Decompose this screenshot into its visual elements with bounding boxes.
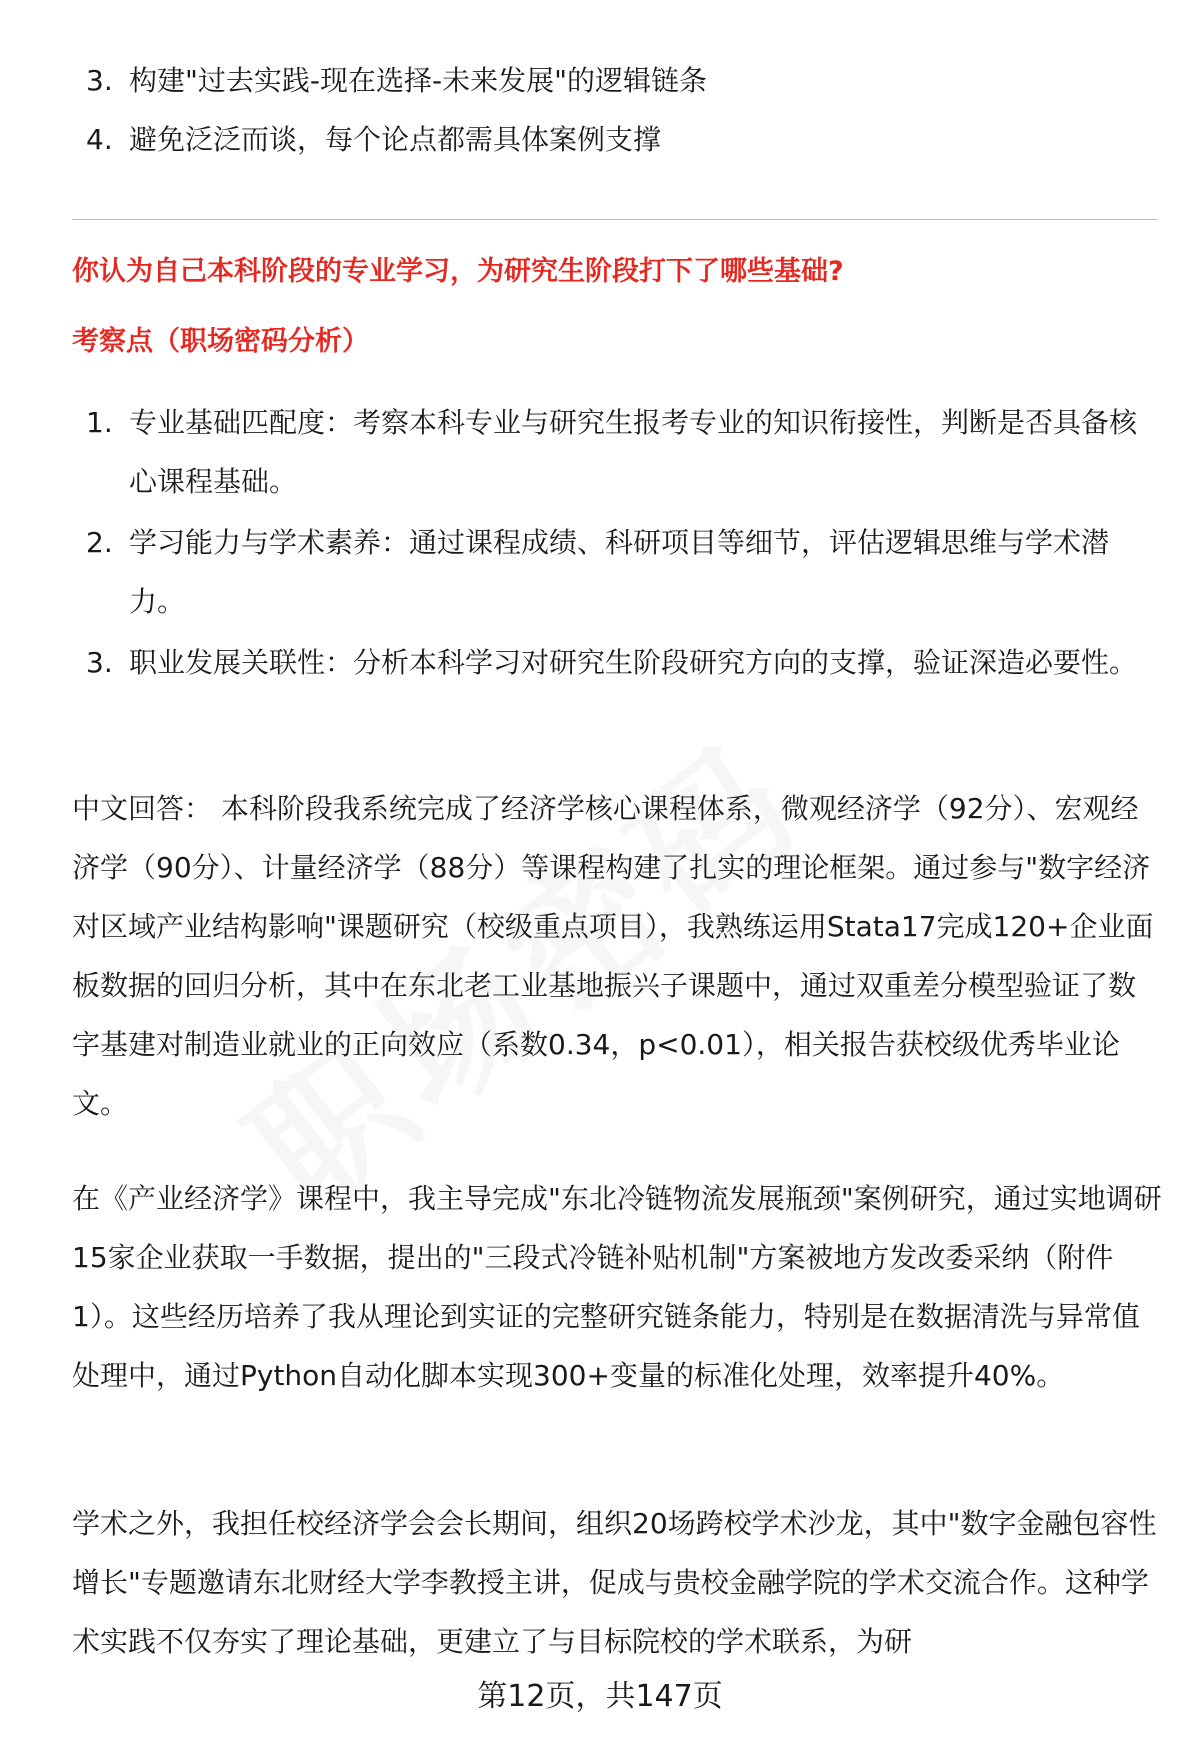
list-item-text: 职业发展关联性：分析本科学习对研究生阶段研究方向的支撑，验证深造必要性。 [129, 646, 1138, 679]
answer-paragraph-2: 在《产业经济学》课程中，我主导完成"东北冷链物流发展瓶颈"案例研究，通过实地调研15家企业获取一手数据，提出的"三段式冷链补贴机制"方案被地方发改委采纳（附件1）。这些经历培养了我从理论到实证的完整研究链条能力，特别是在数据清洗与异常值处理中，通过Python自动化脚本实现300+变量的标准化处理，效率提升40%。 [72, 1182, 1162, 1392]
list-item-number: 3. [86, 64, 113, 97]
list-item [72, 110, 1162, 169]
list-item [72, 633, 1162, 692]
list-item [72, 513, 1162, 631]
list-item-text: 专业基础匹配度：考察本科专业与研究生报考专业的知识衔接性，判断是否具备核心课程基础。 [129, 406, 1138, 498]
list-item-text: 学习能力与学术素养：通过课程成绩、科研项目等细节，评估逻辑思维与学术潜力。 [129, 526, 1110, 618]
assessment-points-list [72, 393, 1162, 694]
page-number-footer: 第12页，共147页 [477, 1679, 723, 1714]
list-item-text: 构建"过去实践-现在选择-未来发展"的逻辑链条 [129, 64, 707, 97]
list-item [72, 393, 1162, 511]
list-item-number: 4. [86, 123, 113, 156]
list-item-number: 1. [86, 406, 113, 439]
section-divider [72, 219, 1157, 220]
answer-paragraph-3: 学术之外，我担任校经济学会会长期间，组织20场跨校学术沙龙，其中"数字金融包容性增长"专题邀请东北财经大学李教授主讲，促成与贵校金融学院的学术交流合作。这种学术实践不仅夯实了理论基础，更建立了与目标院校的学术联系，为研 [72, 1507, 1157, 1658]
list-item [72, 51, 1162, 110]
continued-tips-list [72, 51, 1162, 169]
question-heading: 你认为自己本科阶段的专业学习，为研究生阶段打下了哪些基础? [72, 256, 844, 287]
list-item-number: 2. [86, 526, 113, 559]
list-item-number: 3. [86, 646, 113, 679]
list-item-text: 避免泛泛而谈，每个论点都需具体案例支撑 [129, 123, 662, 156]
answer-paragraph-1: 中文回答： 本科阶段我系统完成了经济学核心课程体系，微观经济学（92分）、宏观经济学（90分）、计量经济学（88分）等课程构建了扎实的理论框架。通过参与"数字经济对区域产业结构影响"课题研究（校级重点项目），我熟练运用Stata17完成120+企业面板数据的回归分析，其中在东北老工业基地振兴子课题中，通过双重差分模型验证了数字基建对制造业就业的正向效应（系数0.34，p<0.01），相关报告获校级优秀毕业论文。 [72, 792, 1154, 1120]
assessment-subheading: 考察点（职场密码分析） [72, 326, 369, 357]
